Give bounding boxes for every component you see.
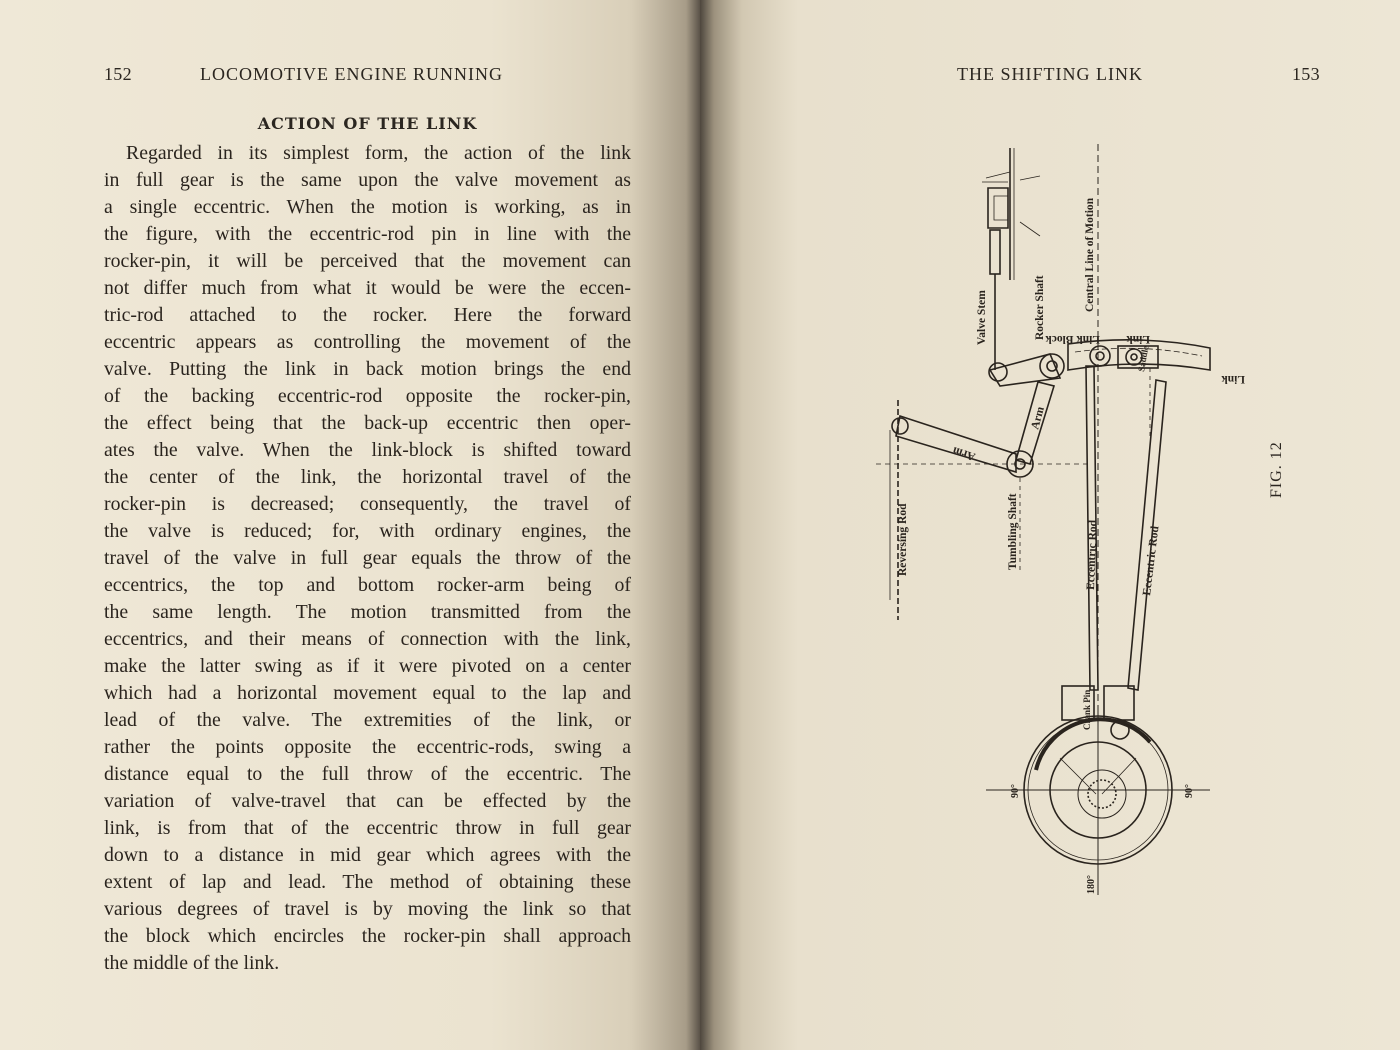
label-eccentric-rod-1: Eccentric Rod <box>1085 519 1100 591</box>
running-title-left: LOCOMOTIVE ENGINE RUNNING <box>200 64 503 84</box>
text-line: ates the valve. When the link-block is shifted toward <box>104 439 631 461</box>
label-reversing-rod: Reversing Rod <box>897 503 909 576</box>
text-line: the effect being that the back-up eccentric then oper- <box>104 412 631 434</box>
label-link-hanger: Link <box>1126 333 1150 345</box>
text-line: the valve is reduced; for, with ordinary engines, the <box>104 520 631 542</box>
label-eccentric-rod-2: Eccentric Rod <box>1141 525 1162 597</box>
label-crank-pin: Crank Pin <box>1082 689 1092 730</box>
text-line: the middle of the link. <box>104 952 280 974</box>
page-number-right: 153 <box>1292 64 1320 84</box>
label-saddle: Saddle <box>1136 344 1151 373</box>
text-line: rocker-pin, it will be perceived that the movement can <box>104 250 631 272</box>
text-line: the block which encircles the rocker-pin shall approach <box>104 925 631 947</box>
label-link: Link <box>1221 373 1245 385</box>
shifting-link-diagram <box>850 130 1245 910</box>
text-line: not differ much from what it would be were the eccen- <box>104 277 631 299</box>
text-line: a single eccentric. When the motion is working, as in <box>104 196 631 218</box>
text-line: extent of lap and lead. The method of obtaining these <box>104 871 631 893</box>
text-line: eccentrics, the top and bottom rocker-arm being of <box>104 574 631 596</box>
text-line: rather the points opposite the eccentric-rods, swing a <box>104 736 631 758</box>
text-line: in full gear is the same upon the valve movement as <box>104 169 631 191</box>
label-angle-bottom: 180° <box>1086 875 1097 894</box>
text-line: the center of the link, the horizontal travel of the <box>104 466 631 488</box>
label-arm-lower: Arm <box>951 444 977 463</box>
valve-chest <box>982 148 1040 280</box>
right-page <box>700 0 1400 1050</box>
text-line: down to a distance in mid gear which agrees with the <box>104 844 631 866</box>
text-line: travel of the valve in full gear equals the throw of the <box>104 547 631 569</box>
text-line: tric-rod attached to the rocker. Here the forward <box>104 304 631 326</box>
text-line: the figure, with the eccentric-rod pin in line with the <box>104 223 631 245</box>
page-number-left: 152 <box>104 64 132 84</box>
text-line: valve. Putting the link in back motion brings the end <box>104 358 631 380</box>
text-line: distance equal to the full throw of the eccentric. The <box>104 763 631 785</box>
running-title-right: THE SHIFTING LINK <box>957 64 1143 84</box>
label-rocker-shaft: Rocker Shaft <box>1034 275 1046 340</box>
label-link-block: Link Block <box>1045 333 1100 345</box>
text-line: eccentric appears as controlling the movement of the <box>104 331 631 353</box>
text-line: lead of the valve. The extremities of the link, or <box>104 709 631 731</box>
text-line: Regarded in its simplest form, the action of the link <box>126 142 631 164</box>
text-line: which had a horizontal movement equal to the lap and <box>104 682 631 704</box>
label-arm-upper: Arm <box>1029 405 1047 431</box>
text-line: eccentrics, and their means of connection with the link, <box>104 628 631 650</box>
section-heading: ACTION OF THE LINK <box>257 114 478 133</box>
link-block <box>1090 346 1110 366</box>
text-line: various degrees of travel is by moving the link so that <box>104 898 631 920</box>
text-line: variation of valve-travel that can be effected by the <box>104 790 631 812</box>
label-angle-right: 90° <box>1184 784 1195 798</box>
text-line: rocker-pin is decreased; consequently, the travel of <box>104 493 631 515</box>
body-text <box>104 140 631 977</box>
label-valve-stem: Valve Stem <box>976 290 988 345</box>
figure-caption: FIG. 12 <box>1268 441 1285 498</box>
text-line: link, is from that of the eccentric throw in full gear <box>104 817 631 839</box>
label-angle-left: 90° <box>1010 784 1021 798</box>
text-line: make the latter swing as if it were pivoted on a center <box>104 655 631 677</box>
text-line: of the backing eccentric-rod opposite the rocker-pin, <box>104 385 631 407</box>
text-line: the same length. The motion transmitted from the <box>104 601 631 623</box>
label-tumbling-shaft: Tumbling Shaft <box>1007 493 1019 570</box>
label-central-line: Central Line of Motion <box>1084 197 1096 312</box>
